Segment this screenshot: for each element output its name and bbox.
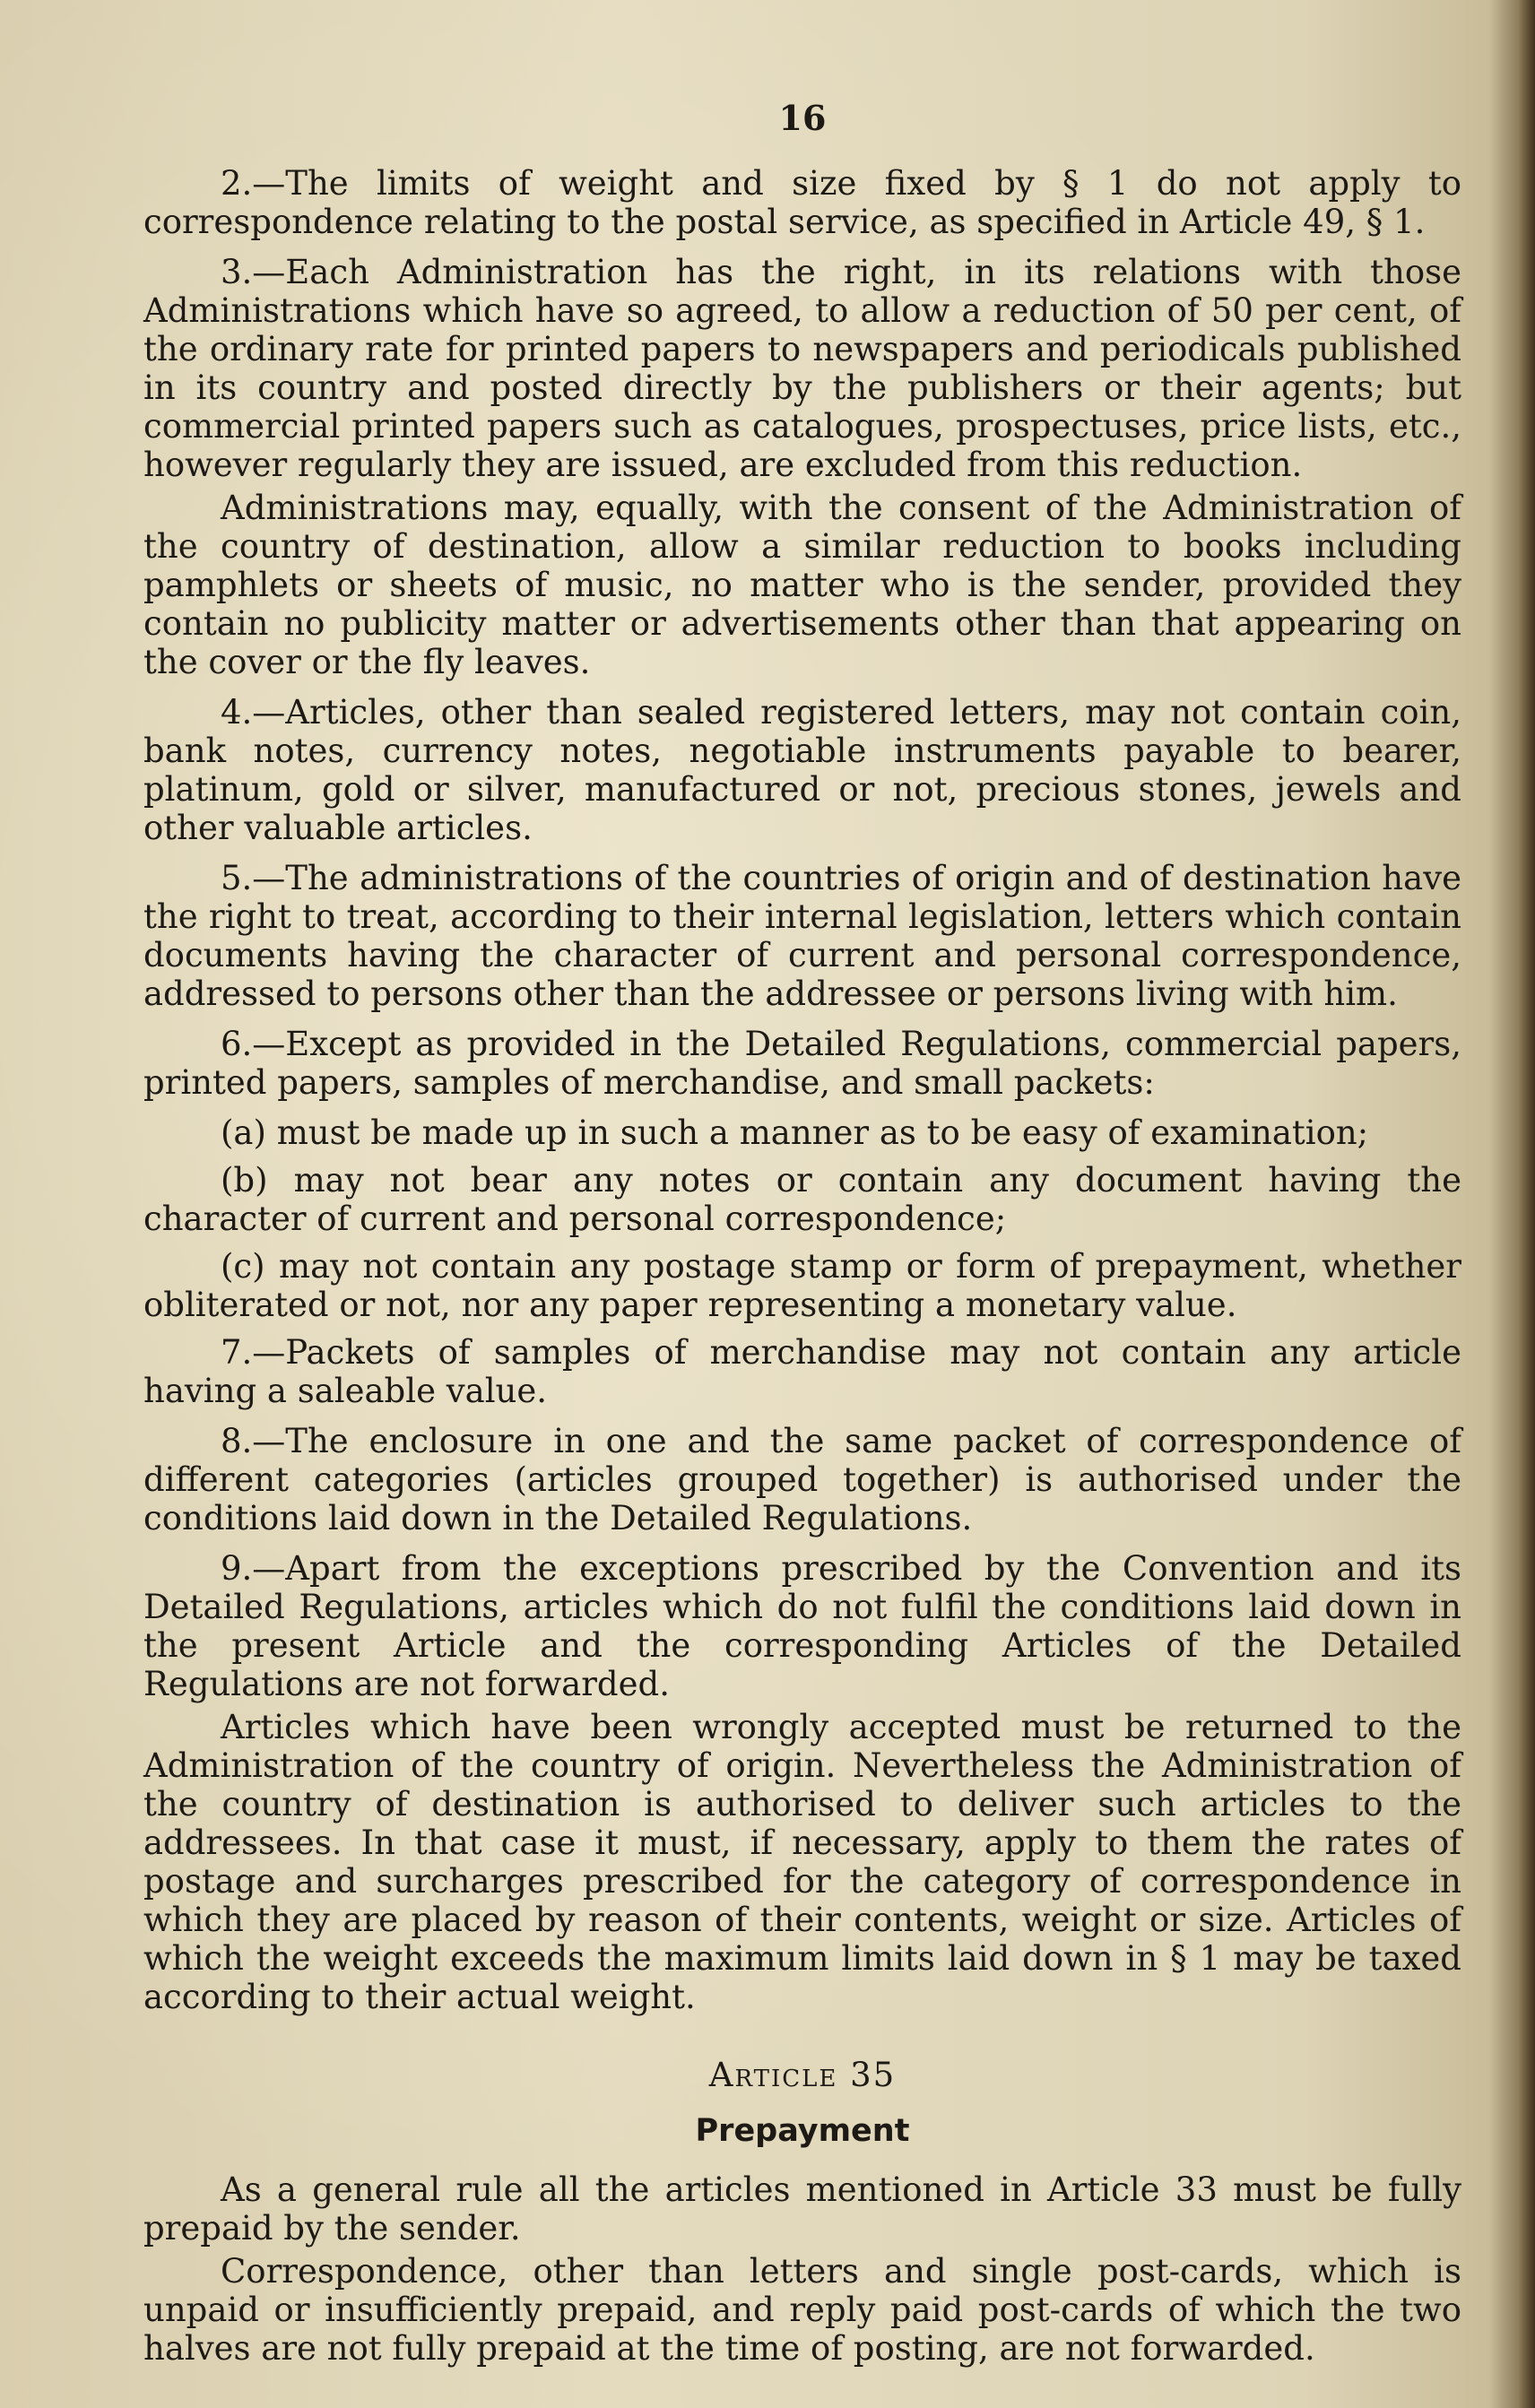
paragraph-2: 2.—The limits of weight and size fixed by § 1 do not apply to correspondence relating to the postal service, as specified in Article 49, § 1. [143,164,1461,241]
paragraph-5: 5.—The administrations of the countries of origin and of destination have the right to treat, according to their internal legislation, letters which contain documents having the character of current and personal correspondence, addressed to persons other than the addressee or persons living with him. [143,859,1461,1013]
paragraph-3: 3.—Each Administration has the right, in its relations with those Administrations which have so agreed, to allow a reduction of 50 per cent, of the ordinary rate for printed papers to newspapers and periodicals published in its country and posted directly by the publishers or their agents; but commercial printed papers such as catalogues, prospectuses, price lists, etc., however regularly they are issued, are excluded from this reduction. [143,253,1461,484]
article-paragraph-2: Correspondence, other than letters and single post-cards, which is unpaid or insufficiently prepaid, and reply paid post-cards of which the two halves are not fully prepaid at the time of posting, are not forwarded. [143,2252,1461,2368]
paragraph-3-continued: Administrations may, equally, with the consent of the Administration of the country of destination, allow a similar reduction to books including pamphlets or sheets of music, no matter who is the sender, provided they contain no publicity matter or advertisements other than that appearing on the cover or the fly leaves. [143,489,1461,681]
page-number: 16 [778,98,827,138]
list-item-a: (a) must be made up in such a manner as to be easy of examination; [221,1113,1369,1152]
page-content [143,99,1461,2379]
article-paragraph-1: As a general rule all the articles mentioned in Article 33 must be fully prepaid by the sender. [143,2170,1461,2248]
list-item-c: (c) may not contain any postage stamp or form of prepayment, whether obliterated or not, nor any paper representing a monetary value. [143,1247,1461,1324]
paragraph-6: 6.—Except as provided in the Detailed Regulations, commercial papers, printed papers, samples of merchandise, and small packets: [143,1025,1461,1102]
paragraph-7: 7.—Packets of samples of merchandise may not contain any article having a saleable value. [143,1333,1461,1410]
paragraph-8: 8.—The enclosure in one and the same packet of correspondence of different categories (articles grouped together) is authorised under the conditions laid down in the Detailed Regulations. [143,1422,1461,1537]
paragraph-4: 4.—Articles, other than sealed registered letters, may not contain coin, bank notes, currency notes, negotiable instruments payable to bearer, platinum, gold or silver, manufactured or not, precious stones, jewels and other valuable articles. [143,693,1461,847]
list-item-b: (b) may not bear any notes or contain any document having the character of current and personal correspondence; [143,1161,1461,1238]
page-edge-shadow [1519,0,1535,2408]
article-title: Prepayment [695,2113,910,2149]
paragraph-9: 9.—Apart from the exceptions prescribed by the Convention and its Detailed Regulations, articles which do not fulfil the conditions laid down in the present Article and the corresponding Articles of the Detailed Regulations are not forwarded. [143,1549,1461,1703]
article-heading: Article 35 [708,2056,897,2094]
paragraph-9-continued: Articles which have been wrongly accepted must be returned to the Administration of the country of origin. Nevertheless the Administration of the country of destination is authorised to deliver such articles to the addressees. In that case it must, if necessary, apply to them the rates of postage and surcharges prescribed for the category of correspondence in which they are placed by reason of their contents, weight or size. Articles of which the weight exceeds the maximum limits laid down in § 1 may be taxed according to their actual weight. [143,1708,1461,2016]
